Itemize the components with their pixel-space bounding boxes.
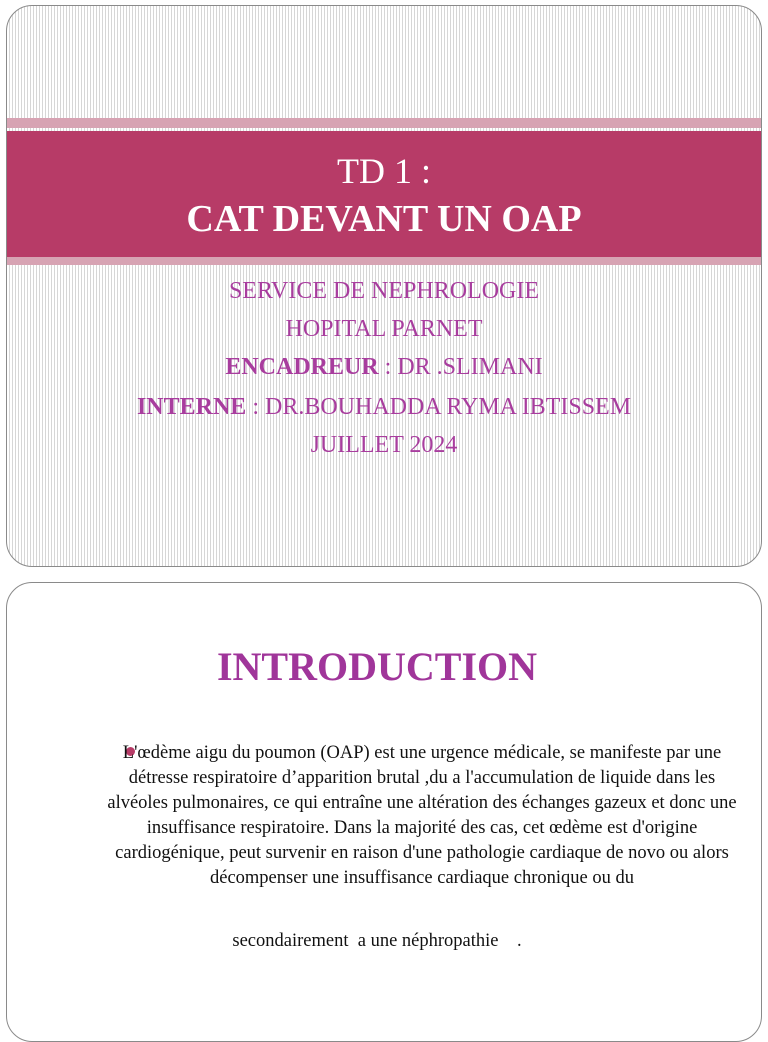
intern-value: : DR.BOUHADDA RYMA IBTISSEM	[246, 394, 632, 420]
service-text: SERVICE DE NEPHROLOGIE	[228, 278, 540, 304]
date-text: JUILLET 2024	[310, 432, 458, 458]
introduction-paragraph-end: secondairement a une néphropathie .	[232, 931, 522, 951]
title-line-1: TD 1 :	[337, 151, 431, 191]
supervisor-line	[7, 352, 761, 382]
title-band	[7, 131, 761, 257]
introduction-title: INTRODUCTION	[216, 644, 538, 689]
title-line-2: CAT DEVANT UN OAP	[186, 198, 582, 240]
introduction-paragraph: L'œdème aigu du poumon (OAP) est une urgence médicale, se manifeste par une détresse respiratoire d’apparition brutal ,du a l'accumulation de liquide dans les alvéoles pulmonaires, ce qui entraîne une altération des échanges gazeux et donc une insuffisance respiratoire. Dans la majorité des cas, cet œdème est d'origine cardiogénique, peut survenir en raison d'une pathologie cardiaque de novo ou alors décompenser une insuffisance cardiaque chronique ou du	[107, 743, 737, 888]
hospital-text: HOPITAL PARNET	[285, 316, 483, 342]
band-top-edge	[7, 118, 761, 128]
introduction-slide	[6, 582, 762, 1042]
intern-label: INTERNE	[136, 394, 247, 420]
intern-line	[7, 392, 761, 422]
supervisor-label: ENCADREUR	[225, 354, 379, 380]
band-bottom-edge	[7, 257, 761, 265]
supervisor-value: : DR .SLIMANI	[378, 354, 543, 380]
title-slide	[6, 5, 762, 567]
